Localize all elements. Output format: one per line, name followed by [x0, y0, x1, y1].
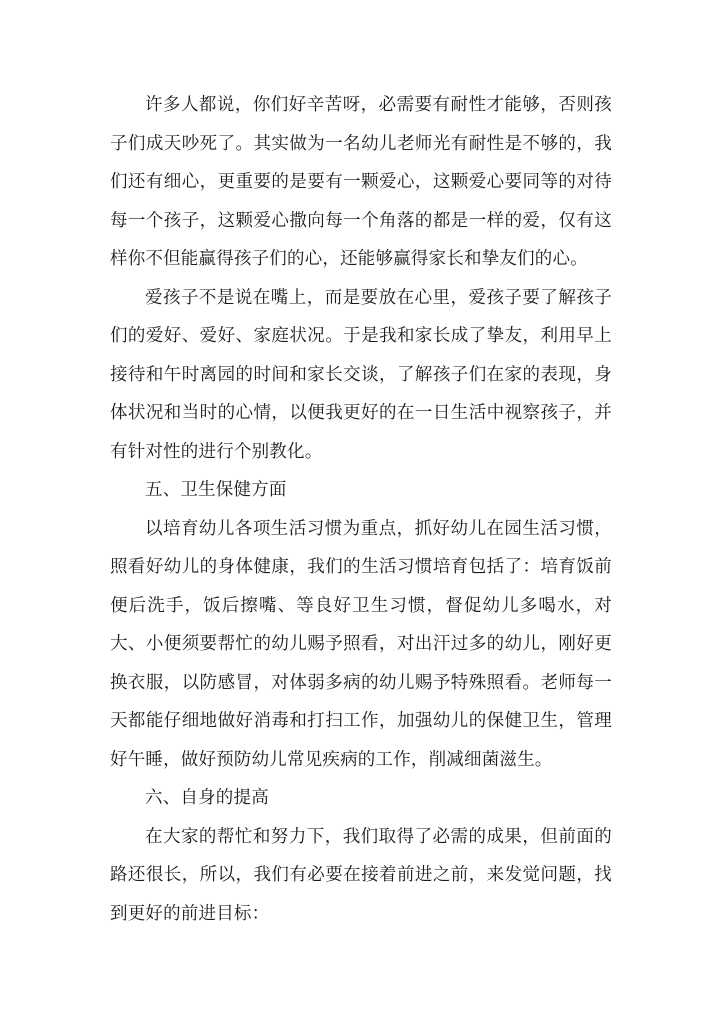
- paragraph-future-goals: 在大家的帮忙和努力下，我们取得了必需的成果，但前面的路还很长，所以，我们有必要在接着前进之前，来发觉问题，找到更好的前进目标：: [110, 826, 612, 924]
- paragraph-hygiene-habits: 以培育幼儿各项生活习惯为重点，抓好幼儿在园生活习惯，照看好幼儿的身体健康，我们的生活习惯培育包括了：培育饭前便后洗手，饭后擦嘴、等良好卫生习惯，督促幼儿多喝水，对大、小便须要帮忙的幼儿赐予照看，对出汗过多的幼儿，刚好更换衣服，以防感冒，对体弱多病的幼儿赐予特殊照看。老师每一天都能仔细地做好消毒和打扫工作，加强幼儿的保健卫生，管理好午睡，做好预防幼儿常见疾病的工作，削减细菌滋生。: [110, 518, 612, 770]
- document-body: [110, 86, 612, 933]
- paragraph-patience-and-love: 许多人都说，你们好辛苦呀，必需要有耐性才能够，否则孩子们成天吵死了。其实做为一名幼儿老师光有耐性是不够的，我们还有细心，更重要的是要有一颗爱心，这颗爱心要同等的对待每一个孩子，这颗爱心撒向每一个角落的都是一样的爱，仅有这样你不但能赢得孩子们的心，还能够赢得家长和挚友们的心。: [110, 95, 612, 269]
- paragraph-understanding-children: 爱孩子不是说在嘴上，而是要放在心里，爱孩子要了解孩子们的爱好、爱好、家庭状况。于是我和家长成了挚友，利用早上接待和午时离园的时间和家长交谈，了解孩子们在家的表现，身体状况和当时的心情，以便我更好的在一日生活中视察孩子，并有针对性的进行个别教化。: [110, 287, 612, 462]
- section-heading-hygiene: 五、卫生保健方面: [145, 480, 287, 500]
- section-heading-self-improvement: 六、自身的提高: [145, 788, 269, 808]
